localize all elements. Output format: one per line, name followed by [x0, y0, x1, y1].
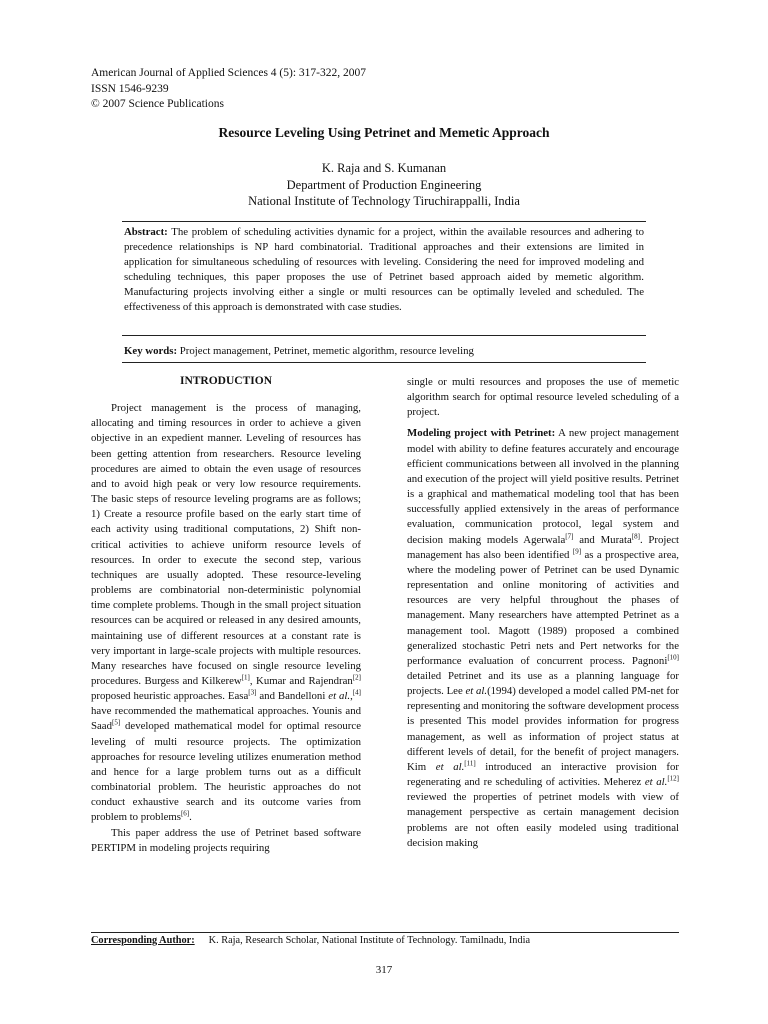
author-block [0, 160, 768, 210]
journal-header [91, 66, 366, 113]
modeling-petrinet-label: Modeling project with Petrinet: [407, 427, 556, 440]
keywords-rule [122, 362, 646, 363]
footer-rule [91, 932, 679, 933]
keywords-block [124, 344, 644, 359]
journal-citation: American Journal of Applied Sciences 4 (5): 317-322, 2007 [91, 67, 366, 79]
author-department: Department of Production Engineering [286, 177, 482, 192]
left-column [91, 374, 361, 856]
author-names: K. Raja and S. Kumanan [321, 161, 447, 175]
introduction-heading: INTRODUCTION [179, 375, 272, 387]
journal-copyright: © 2007 Science Publications [91, 98, 224, 110]
abstract-top-rule [122, 221, 646, 222]
abstract-bottom-rule [122, 335, 646, 336]
page-number: 317 [375, 964, 393, 976]
introduction-paragraph-1: Project management is the process of managing, allocating and timing resources in order to achieve a given objective in an expedient manner. Leveling of resources has been getting attention from researchers. Resource leveling procedures are aimed to obtain the even usage of resources and to avoid high peak or very low resource requirements. The basic steps of resource leveling programs are as follows; 1) Create a resource profile based on the early start time of each activity using traditional computations, 2) Shift non- critical activities to achieve uniform resource levels of resources. In order to execute the second step, various techniques are usually adopted. These resource-leveling problems are combinatorial non-deterministic polynomial time complete problems. Though in the small project situation resources can be acquired or released in any desired amounts, maintaining use of different resources at a constant rate is very important in large-scale projects with multiple resources. Many researches have focused on single resource leveling procedures. Burgess and Kilkerew[1], Kumar and Rajendran[2] proposed heuristic approaches. Easa[3] and Bandelloni et al.,[4] have recommended the mathematical approaches. Younis and Saad[5] developed mathematical model for optimal resource leveling of multi resource projects. The optimization approaches for resource leveling utilizes enumeration method and hence for a large problem turns out as a difficult combinatorial problem. The heuristic approaches do not conduct exhaustive search and its outcome varies from problem to problems[6]. [91, 402, 361, 824]
keywords-text: Project management, Petrinet, memetic algorithm, resource leveling [177, 345, 474, 357]
keywords-label: Key words: [124, 345, 178, 357]
abstract-label: Abstract: [124, 226, 168, 238]
right-column [407, 375, 679, 851]
journal-issn: ISSN 1546-9239 [91, 82, 169, 95]
corresponding-author-text: K. Raja, Research Scholar, National Institute of Technology. Tamilnadu, India [208, 935, 531, 946]
paper-title: Resource Leveling Using Petrinet and Memetic Approach [218, 125, 550, 140]
corresponding-author [91, 935, 530, 946]
abstract-text: The problem of scheduling activities dynamic for a project, within the available resources and adhering to precedence relationships is NP hard combinatorial. Traditional approaches and their extensions are limited in application for simultaneous scheduling of resources with leveling. Considering the need for improved modeling and scheduling techniques, this paper proposes the use of Petrinet based approach aided by memetic algorithm. Manufacturing projects involving either a single or multi resources can be optimally leveled and scheduled. The effectiveness of this approach is demonstrated with case studies. [124, 226, 644, 314]
corresponding-author-label: Corresponding Author: [91, 935, 195, 946]
author-institute: National Institute of Technology Tiruchirappalli, India [248, 194, 520, 208]
modeling-petrinet-paragraph: Modeling project with Petrinet: A new project management model with ability to define features accurately and encourage efficient communications between all involved in the planning and execution of the project will yield positive results. Petrinet is a graphical and mathematical modeling tool that has been successfully applied extensively in the areas of performance evaluation, communication protocol, legal system and decision making models Agerwala[7] and Murata[8]. Project management has also been identified [9] as a prospective area, where the modeling power of Petrinet can be used Dynamic representation and online monitoring of activities and resources are very helpful throughout the phases of management. Many researchers have attempted Petrinet as a management tool. Magott (1989) proposed a combined generalized stochastic Petri nets and Pert networks for the performance evaluation of concurrent process. Pagnoni[10] detailed Petrinet and its use as a planning language for projects. Lee et al.(1994) developed a model called PM-net for representing and monitoring the software development process is presented This model provides information for progress management, as well as information of project status at different levels of detail, for the benefit of project managers. Kim et al.[11] introduced an interactive provision for regenerating and re scheduling of activities. Meherez et al.[12] reviewed the properties of petrinet models with view of management perspective as certain management decision problems are not often easily modeled using traditional decision making [407, 427, 679, 849]
abstract-block [124, 225, 644, 316]
introduction-paragraph-2: This paper address the use of Petrinet based software PERTIPM in modeling projects requiring [91, 826, 361, 854]
right-paragraph-1: single or multi resources and proposes the use of memetic algorithm search for optimal resource leveled scheduling of a project. [407, 376, 679, 419]
